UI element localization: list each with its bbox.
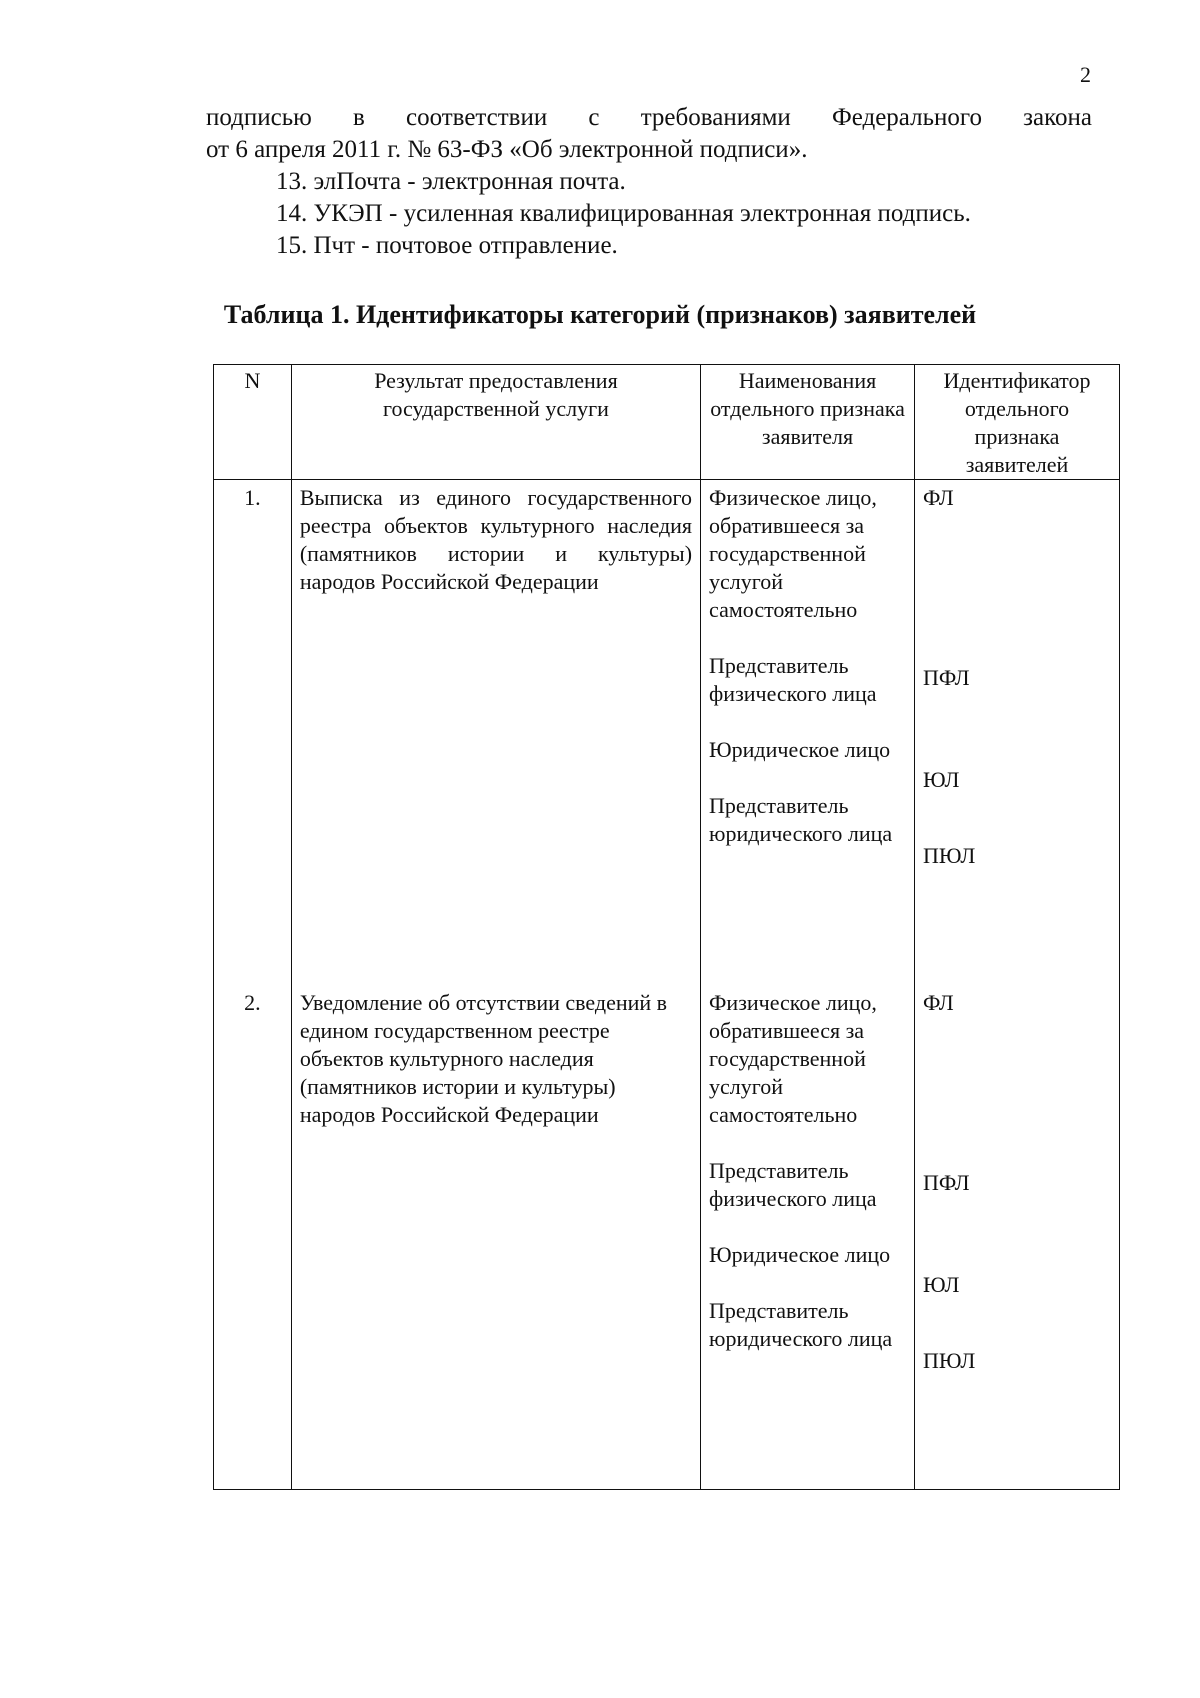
row-number: 1. bbox=[214, 480, 292, 985]
applicant-name: Физическое лицо, обратившееся за государственной услугой самостоятельно bbox=[709, 989, 877, 1127]
applicant-name: Представитель физического лица bbox=[709, 653, 877, 706]
applicant-id: ПФЛ bbox=[923, 1169, 970, 1195]
page-number: 2 bbox=[1080, 62, 1091, 87]
applicant-id: ЮЛ bbox=[923, 767, 960, 792]
applicant-name: Юридическое лицо bbox=[709, 1241, 891, 1267]
list-item: 15. Пчт - почтовое отправление. bbox=[276, 232, 618, 259]
header-name: Наименования отдельного признака заявителя bbox=[701, 365, 915, 480]
intro-paragraph bbox=[206, 102, 1092, 166]
header-identifier: Идентификатор отдельного признака заявителей bbox=[915, 365, 1120, 480]
table-caption: Таблица 1. Идентификаторы категорий (признаков) заявителей bbox=[223, 300, 977, 329]
row-identifiers bbox=[915, 985, 1120, 1490]
table-row bbox=[214, 480, 1120, 985]
row-identifiers bbox=[915, 480, 1120, 985]
applicant-id: ПФЛ bbox=[923, 665, 970, 690]
applicant-name: Представитель юридического лица bbox=[709, 793, 893, 846]
row-number: 2. bbox=[214, 985, 292, 1490]
result-text: Выписка из единого государственного реестра объектов культурного наследия (памятников истории и культуры) народов Российской Федерации bbox=[299, 485, 693, 594]
applicant-id: ПЮЛ bbox=[923, 843, 976, 868]
applicant-id: ФЛ bbox=[923, 485, 954, 510]
applicant-name: Представитель физического лица bbox=[709, 1157, 877, 1211]
list-item: 14. УКЭП - усиленная квалифицированная электронная подпись. bbox=[276, 200, 971, 227]
table-header-row bbox=[214, 365, 1120, 480]
applicant-name: Физическое лицо, обратившееся за государственной услугой самостоятельно bbox=[709, 485, 877, 622]
intro-line-1: подписью в соответствии с требованиями Федерального закона bbox=[206, 104, 1092, 131]
applicant-id: ПЮЛ bbox=[923, 1347, 976, 1373]
header-result: Результат предоставления государственной услуги bbox=[291, 365, 700, 480]
row-names bbox=[701, 985, 915, 1490]
applicant-name: Юридическое лицо bbox=[709, 737, 891, 762]
applicant-categories-table bbox=[213, 364, 1120, 1490]
row-result bbox=[291, 480, 700, 985]
intro-line-2: от 6 апреля 2011 г. № 63-ФЗ «Об электронной подписи». bbox=[206, 136, 808, 163]
row-names bbox=[701, 480, 915, 985]
applicant-name: Представитель юридического лица bbox=[709, 1297, 893, 1351]
list-item: 13. элПочта - электронная почта. bbox=[276, 168, 626, 195]
applicant-id: ЮЛ bbox=[923, 1271, 960, 1297]
header-n: N bbox=[214, 365, 292, 480]
result-text: Уведомление об отсутствии сведений в едином государственном реестре объектов культурного наследия (памятников истории и культуры) народов Российской Федерации bbox=[299, 989, 668, 1127]
table-row bbox=[214, 985, 1120, 1490]
row-result bbox=[291, 985, 700, 1490]
applicant-id: ФЛ bbox=[923, 989, 954, 1015]
